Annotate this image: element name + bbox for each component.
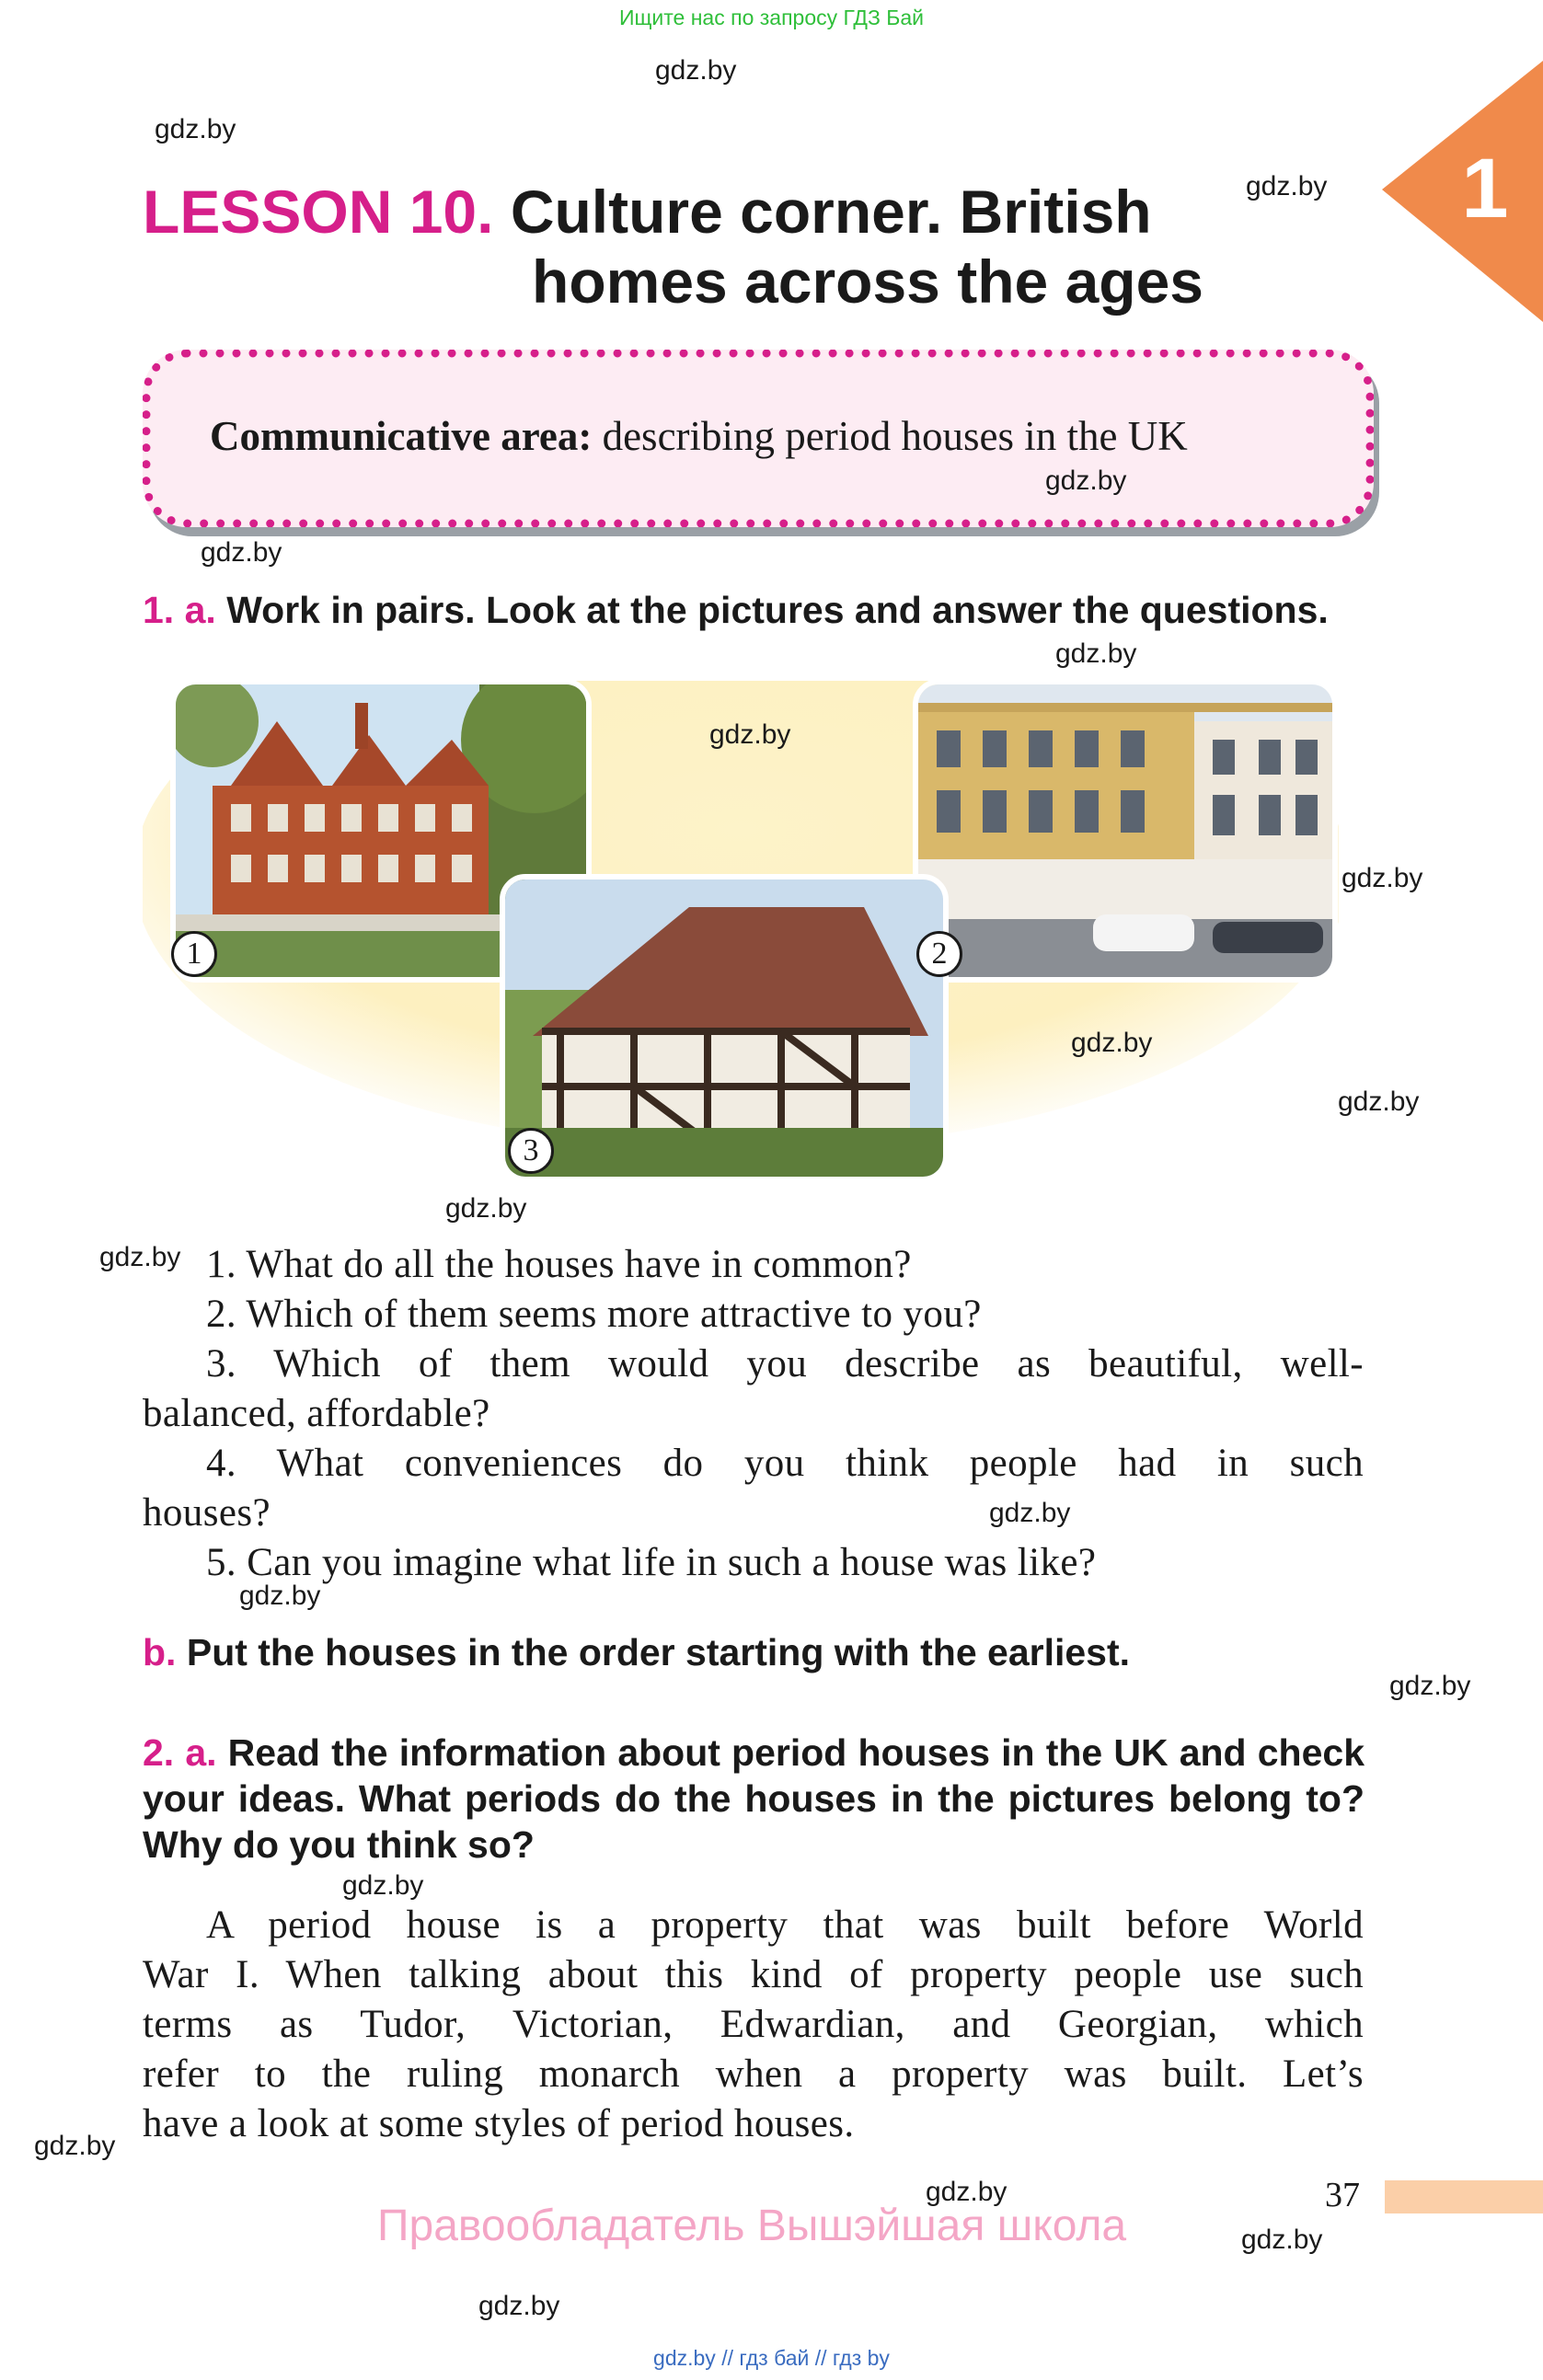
paragraph-line1: A period house is a property that was built before World <box>206 1903 1364 1947</box>
watermark: gdz.by <box>342 1870 424 1901</box>
photo-georgian-terrace <box>913 679 1338 983</box>
paragraph-line4: refer to the ruling monarch when a property was built. Let’s <box>143 2052 1364 2096</box>
task-1a-text: Work in pairs. Look at the pictures and answer the questions. <box>226 589 1329 631</box>
watermark: gdz.by <box>1045 466 1127 496</box>
question-4-line2: houses? <box>143 1491 271 1535</box>
watermark: gdz.by <box>1246 171 1328 201</box>
question-5: 5. Can you imagine what life in such a house was like? <box>206 1541 1097 1584</box>
communicative-text: describing period houses in the UK <box>602 413 1188 459</box>
watermark: gdz.by <box>99 1242 181 1272</box>
copyright-notice: Правообладатель Вышэйшая школа <box>377 2202 1127 2250</box>
bottom-banner[interactable]: gdz.by // гдз бай // гдз by <box>653 2346 890 2370</box>
lesson-title <box>143 177 1152 247</box>
watermark: gdz.by <box>1338 1087 1420 1117</box>
page-number: 37 <box>1325 2176 1360 2214</box>
task-2a-line2: your ideas. What periods do the houses in the pictures belong to? <box>143 1777 1365 1820</box>
watermark: gdz.by <box>445 1193 527 1224</box>
task-2a-text-line1: Read the information about period houses in the UK and check <box>227 1731 1365 1774</box>
watermark: gdz.by <box>926 2177 1008 2207</box>
communicative-area <box>210 412 1188 460</box>
watermark: gdz.by <box>1055 638 1137 669</box>
question-3-line2: balanced, affordable? <box>143 1392 490 1435</box>
watermark: gdz.by <box>709 719 791 750</box>
paragraph-line2: War I. When talking about this kind of property people use such <box>143 1953 1364 1996</box>
watermark: gdz.by <box>34 2131 116 2161</box>
watermark: gdz.by <box>989 1498 1071 1528</box>
task-2a-line3: Why do you think so? <box>143 1823 535 1866</box>
task-1a-number: 1. a. <box>143 589 216 631</box>
task-1a <box>143 589 1329 632</box>
task-1b <box>143 1631 1130 1674</box>
task-2a-number: 2. a. <box>143 1731 217 1774</box>
watermark: gdz.by <box>239 1581 321 1611</box>
question-2: 2. Which of them seems more attractive to you? <box>206 1293 982 1336</box>
photo-number-3: 3 <box>508 1128 554 1174</box>
photo-tudor-house <box>500 874 949 1182</box>
watermark: gdz.by <box>155 114 236 144</box>
communicative-label: Communicative area: <box>210 413 593 459</box>
task-1b-number: b. <box>143 1631 177 1673</box>
page-edge-bar <box>1385 2180 1543 2213</box>
lesson-title-line2: homes across the ages <box>532 247 1203 316</box>
paragraph-line5: have a look at some styles of period houses. <box>143 2102 855 2145</box>
task-1b-text: Put the houses in the order starting with the earliest. <box>186 1631 1131 1673</box>
watermark: gdz.by <box>201 537 282 568</box>
question-4-line1: 4. What conveniences do you think people had in such <box>206 1442 1364 1485</box>
lesson-label: LESSON 10. <box>143 178 494 246</box>
unit-tab <box>1382 61 1543 322</box>
watermark: gdz.by <box>1071 1028 1153 1058</box>
unit-number: 1 <box>1461 142 1509 236</box>
question-3-line1: 3. Which of them would you describe as beautiful, well- <box>206 1342 1364 1385</box>
lesson-title-line1: Culture corner. British <box>510 178 1152 246</box>
photo-number-1: 1 <box>171 931 217 977</box>
watermark: gdz.by <box>1341 863 1423 893</box>
watermark: gdz.by <box>655 55 737 86</box>
top-banner[interactable]: Ищите нас по запросу ГДЗ Бай <box>618 6 925 29</box>
watermark: gdz.by <box>1389 1671 1471 1701</box>
watermark: gdz.by <box>1241 2225 1323 2255</box>
question-1: 1. What do all the houses have in common? <box>206 1243 912 1286</box>
task-2a-line1 <box>143 1731 1365 1775</box>
watermark: gdz.by <box>478 2291 560 2321</box>
paragraph-line3: terms as Tudor, Victorian, Edwardian, and Georgian, which <box>143 2003 1364 2046</box>
photo-number-2: 2 <box>916 931 962 977</box>
